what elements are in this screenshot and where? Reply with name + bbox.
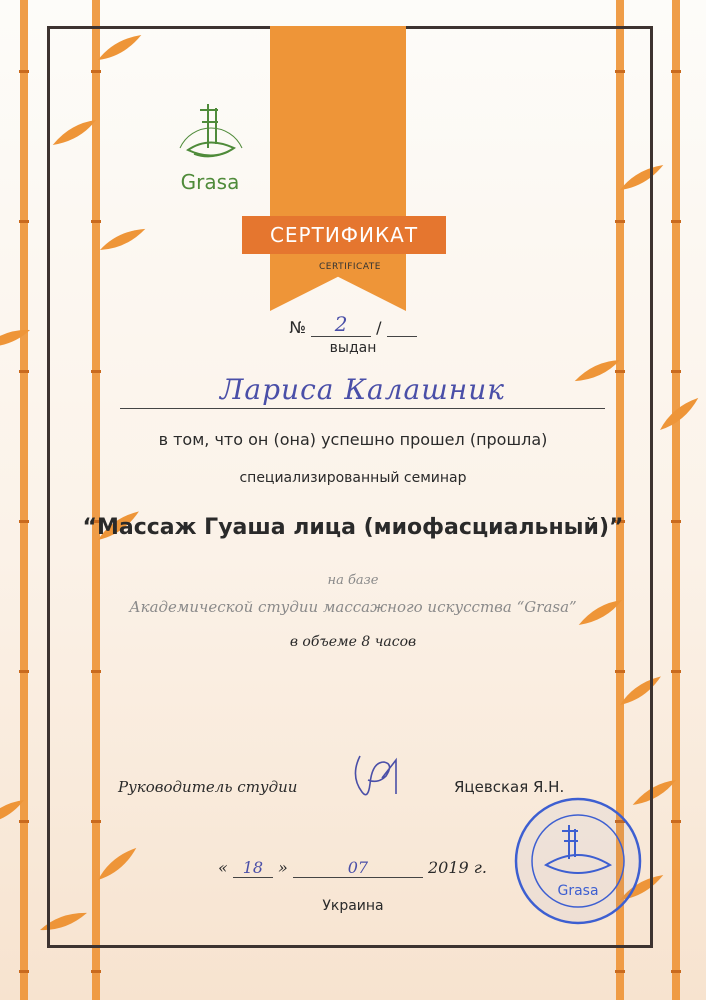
hours-text: в объеме 8 часов xyxy=(289,634,417,650)
course-title: “Массаж Гуаша лица (миофасциальный)” xyxy=(82,515,624,540)
country: Украина xyxy=(322,898,384,914)
signature xyxy=(346,748,406,804)
director-name: Яцевская Я.Н. xyxy=(454,778,565,796)
certificate-title: СЕРТИФИКАТ xyxy=(242,216,446,254)
number-row xyxy=(0,312,706,337)
body-line-1: в том, что он (она) успешно прошел (прошла) xyxy=(158,430,548,449)
certificate-subtitle: CERTIFICATE xyxy=(319,262,381,272)
number-prefix: № xyxy=(289,318,306,337)
date-open-quote: « xyxy=(218,858,228,877)
stamp-brand: Grasa xyxy=(557,883,599,899)
bamboo-stalk-left-outer xyxy=(19,0,29,1000)
date-close-quote: » xyxy=(277,858,288,877)
date-day: 18 xyxy=(233,858,273,878)
logo-brand: Grasa xyxy=(180,170,240,194)
director-label: Руководитель студии xyxy=(118,778,298,796)
base-name: Академической студии массажного искусства “Grasa” xyxy=(129,598,577,616)
number-separator: / xyxy=(376,318,382,337)
number-value: 2 xyxy=(311,312,371,337)
stamp-seal xyxy=(512,795,644,927)
date-year: 2019 г. xyxy=(427,858,487,877)
base-label: на базе xyxy=(327,573,379,588)
body-line-2: специализированный семинар xyxy=(239,470,467,486)
date-row xyxy=(218,858,487,878)
issued-label: выдан xyxy=(329,340,377,356)
date-month: 07 xyxy=(293,858,423,878)
bamboo-stalk-right-outer xyxy=(671,0,681,1000)
recipient-name: Лариса Калашник xyxy=(120,372,605,409)
logo-emblem-icon xyxy=(168,92,254,172)
